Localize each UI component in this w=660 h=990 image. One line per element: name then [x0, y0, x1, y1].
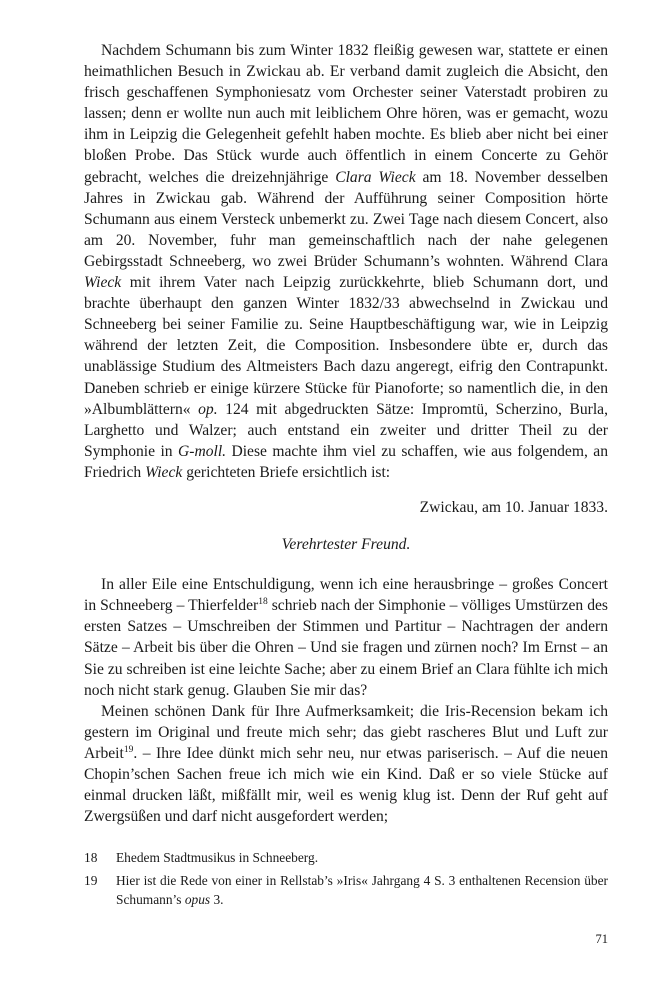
footnote-text: Ehedem Stadtmusikus in Schneeberg.	[116, 850, 319, 865]
footnote-18	[84, 848, 608, 867]
footnotes	[84, 848, 608, 913]
page-body	[84, 40, 608, 827]
footnote-ref: 18	[258, 597, 268, 608]
footnote-number: 19	[84, 873, 98, 888]
footnote-number: 18	[84, 850, 98, 865]
footnote-19	[84, 871, 608, 909]
letter-paragraph-2: Meinen schönen Dank für Ihre Aufmerksamkeit; die Iris-Recension bekam ich gestern im Original und freute mich sehr; das giebt rascheres Blut und Luft zur Arbeit$^{19}$. – Ihre Idee dünkt mich sehr neu, nur etwas pariserisch. – Auf die neuen Chopin’schen Sachen freue ich mich wie ein Kind. Daß er so viele Stücke auf einmal drucken läßt, mißfällt mir, weil es wenig klug ist. Denn der Ruf geht auf Zwergsüßen und darf nicht ausgefordert werden;	[84, 702, 608, 826]
footnote-text: Hier ist die Rede von einer in Rellstab’s »Iris« Jahrgang 4 S. 3 enthaltenen Recension über Schumann’s opus 3.	[116, 873, 608, 907]
paragraph-intro: Nachdem Schumann bis zum Winter 1832 fleißig gewesen war, stattete er einen heimathlichen Besuch in Zwickau ab. Er verband damit zugleich die Absicht, den frisch geschaffenen Symphoniesatz vom Orchester seiner Vaterstadt probiren zu lassen; denn er wollte nun auch mit leiblichem Ohre hören, was er gemacht, wozu ihm in Leipzig die Gelegenheit gefehlt haben mochte. Es blieb aber nicht bei einer bloßen Probe. Das Stück wurde auch öffentlich in einem Concerte zu Gehör gebracht, welches die dreizehnjährige Clara Wieck am 18. November desselben Jahres in Zwickau gab. Während der Aufführung seiner Composition hörte Schumann aus einem Versteck unbemerkt zu. Zwei Tage nach diesem Concert, also am 20. November, fuhr man gemeinschaftlich nach der nahe gelegenen Gebirgsstadt Schneeberg, wo zwei Brüder Schumann’s wohnten. Während Clara Wieck mit ihrem Vater nach Leipzig zurückkehrte, blieb Schumann dort, und brachte überhaupt den ganzen Winter 1832/33 abwechselnd in Zwickau und Schneeberg bei seiner Familie zu. Seine Hauptbeschäftigung war, wie in Leipzig während der letzten Zeit, die Composition. Insbesondere übte er, durch das unablässige Studium des Altmeisters Bach dazu angeregt, eifrig den Contrapunkt. Daneben schrieb er einige kürzere Stücke für Pianoforte; so namentlich die, in den »Albumblättern« op. 124 mit abgedruckten Sätze: Impromtü, Scherzino, Burla, Larghetto und Walzer; auch entstand ein zweiter und dritter Theil zu der Symphonie in G-moll. Diese machte ihm viel zu schaffen, wie aus folgendem, an Friedrich Wieck gerichteten Briefe ersichtlich ist:	[84, 42, 609, 481]
footnote-ref: 19	[123, 744, 134, 755]
page-number: 71	[595, 932, 608, 946]
italic-text: opus	[184, 892, 211, 907]
italic-text: Wieck	[84, 274, 122, 292]
letter-dateline: Zwickau, am 10. Januar 1833.	[419, 498, 608, 516]
italic-text: op.	[198, 400, 218, 418]
letter-salutation: Verehrtester Freund.	[281, 536, 411, 554]
italic-text: G-moll.	[177, 442, 227, 460]
letter-paragraph-1: In aller Eile eine Entschuldigung, wenn ich eine herausbringe – großes Concert in Schneeberg – Thierfelder$^{18}$ schrieb nach der Simphonie – völliges Umstürzen des ersten Satzes – Umschreiben der Stimmen und Partitur – Nachtragen der andern Sätze – Arbeit bis über die Ohren – Und sie fragen und zürnen noch? Im Ernst – an Sie zu schreiben ist eine leichte Sache; aber zu einem Brief an Clara fühlte ich mich noch nicht stark genug. Glauben Sie mir das?	[84, 576, 609, 699]
italic-text: Wieck	[145, 463, 183, 481]
italic-text: Clara Wieck	[335, 168, 416, 186]
